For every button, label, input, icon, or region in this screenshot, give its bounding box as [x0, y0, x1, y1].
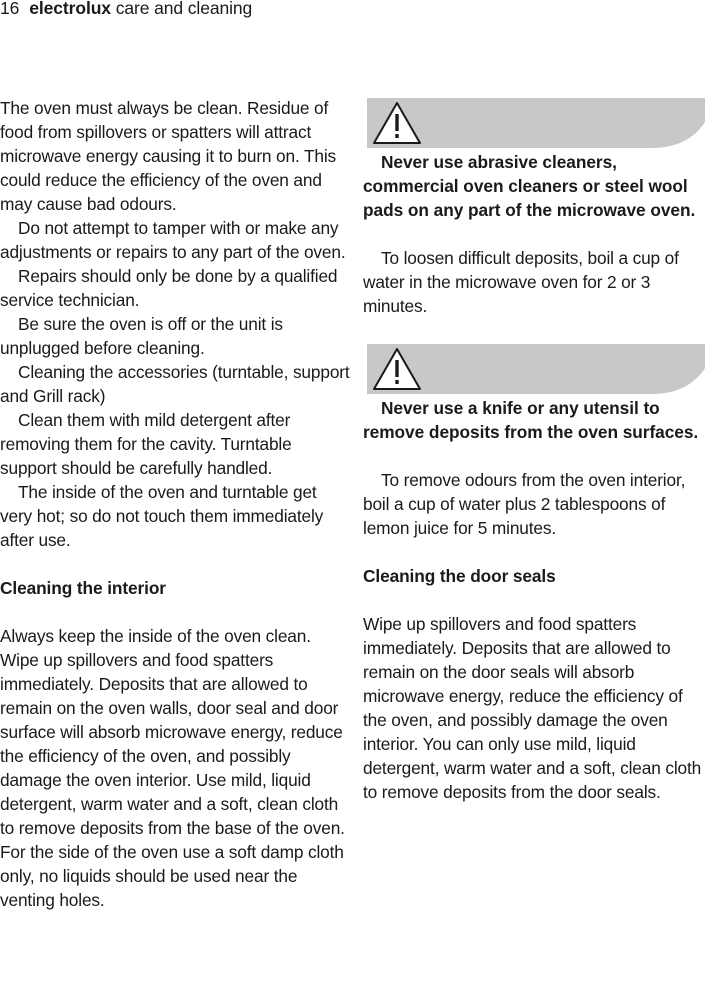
hot-warning-paragraph: The inside of the oven and turntable get very hot; so do not touch them immediately after use.	[0, 482, 324, 550]
left-column	[0, 96, 352, 912]
interior-body: Always keep the inside of the oven clean. Wipe up spillovers and food spatters immediately. Deposits that are allowed to remain on the oven walls, door seal and door surface will absorb microwave energy, reduce the efficiency of the oven, and possibly damage the oven interior. Use mild, liquid detergent, warm water and a soft, clean cloth to remove deposits from the base of the oven. For the side of the oven use a soft damp cloth only, no liquids should be used near the venting holes.	[0, 626, 345, 910]
warning-knife-text: Never use a knife or any utensil to remove deposits from the oven surfaces.	[363, 398, 699, 442]
interior-heading: Cleaning the interior	[0, 578, 166, 598]
mild-detergent-paragraph: Clean them with mild detergent after removing them for the cavity. Turntable support should be carefully handled.	[0, 410, 292, 478]
door-seals-heading: Cleaning the door seals	[363, 566, 556, 586]
odours-paragraph: To remove odours from the oven interior, boil a cup of water plus 2 tablespoons of lemon juice for 5 minutes.	[363, 470, 686, 538]
accessories-paragraph: Cleaning the accessories (turntable, support and Grill rack)	[0, 362, 350, 406]
loosen-deposits-paragraph: To loosen difficult deposits, boil a cup of water in the microwave oven for 2 or 3 minutes.	[363, 248, 679, 316]
tamper-paragraph: Do not attempt to tamper with or make any adjustments or repairs to any part of the oven.	[0, 218, 346, 262]
intro-paragraph: The oven must always be clean. Residue of food from spillovers or spatters will attract microwave energy causing it to burn on. This could reduce the efficiency of the oven and may cause bad odours.	[0, 98, 336, 214]
door-seals-body: Wipe up spillovers and food spatters immediately. Deposits that are allowed to remain on the door seals will absorb microwave energy, reduce the efficiency of the oven, and possibly damage the oven interior. You can only use mild, liquid detergent, warm water and a soft, clean cloth to remove deposits from the door seals.	[363, 614, 702, 802]
warning-abrasive-text: Never use abrasive cleaners, commercial oven cleaners or steel wool pads on any part of the microwave oven.	[363, 152, 696, 220]
section-title: care and cleaning	[115, 0, 253, 18]
unplug-paragraph: Be sure the oven is off or the unit is unplugged before cleaning.	[0, 314, 283, 358]
warning-bar	[367, 98, 705, 148]
page-header	[0, 0, 252, 19]
brand-name: electrolux	[29, 0, 111, 18]
page-number: 16	[0, 0, 20, 18]
repairs-paragraph: Repairs should only be done by a qualified service technician.	[0, 266, 338, 310]
warning-bar	[367, 344, 705, 394]
right-column	[363, 96, 705, 804]
